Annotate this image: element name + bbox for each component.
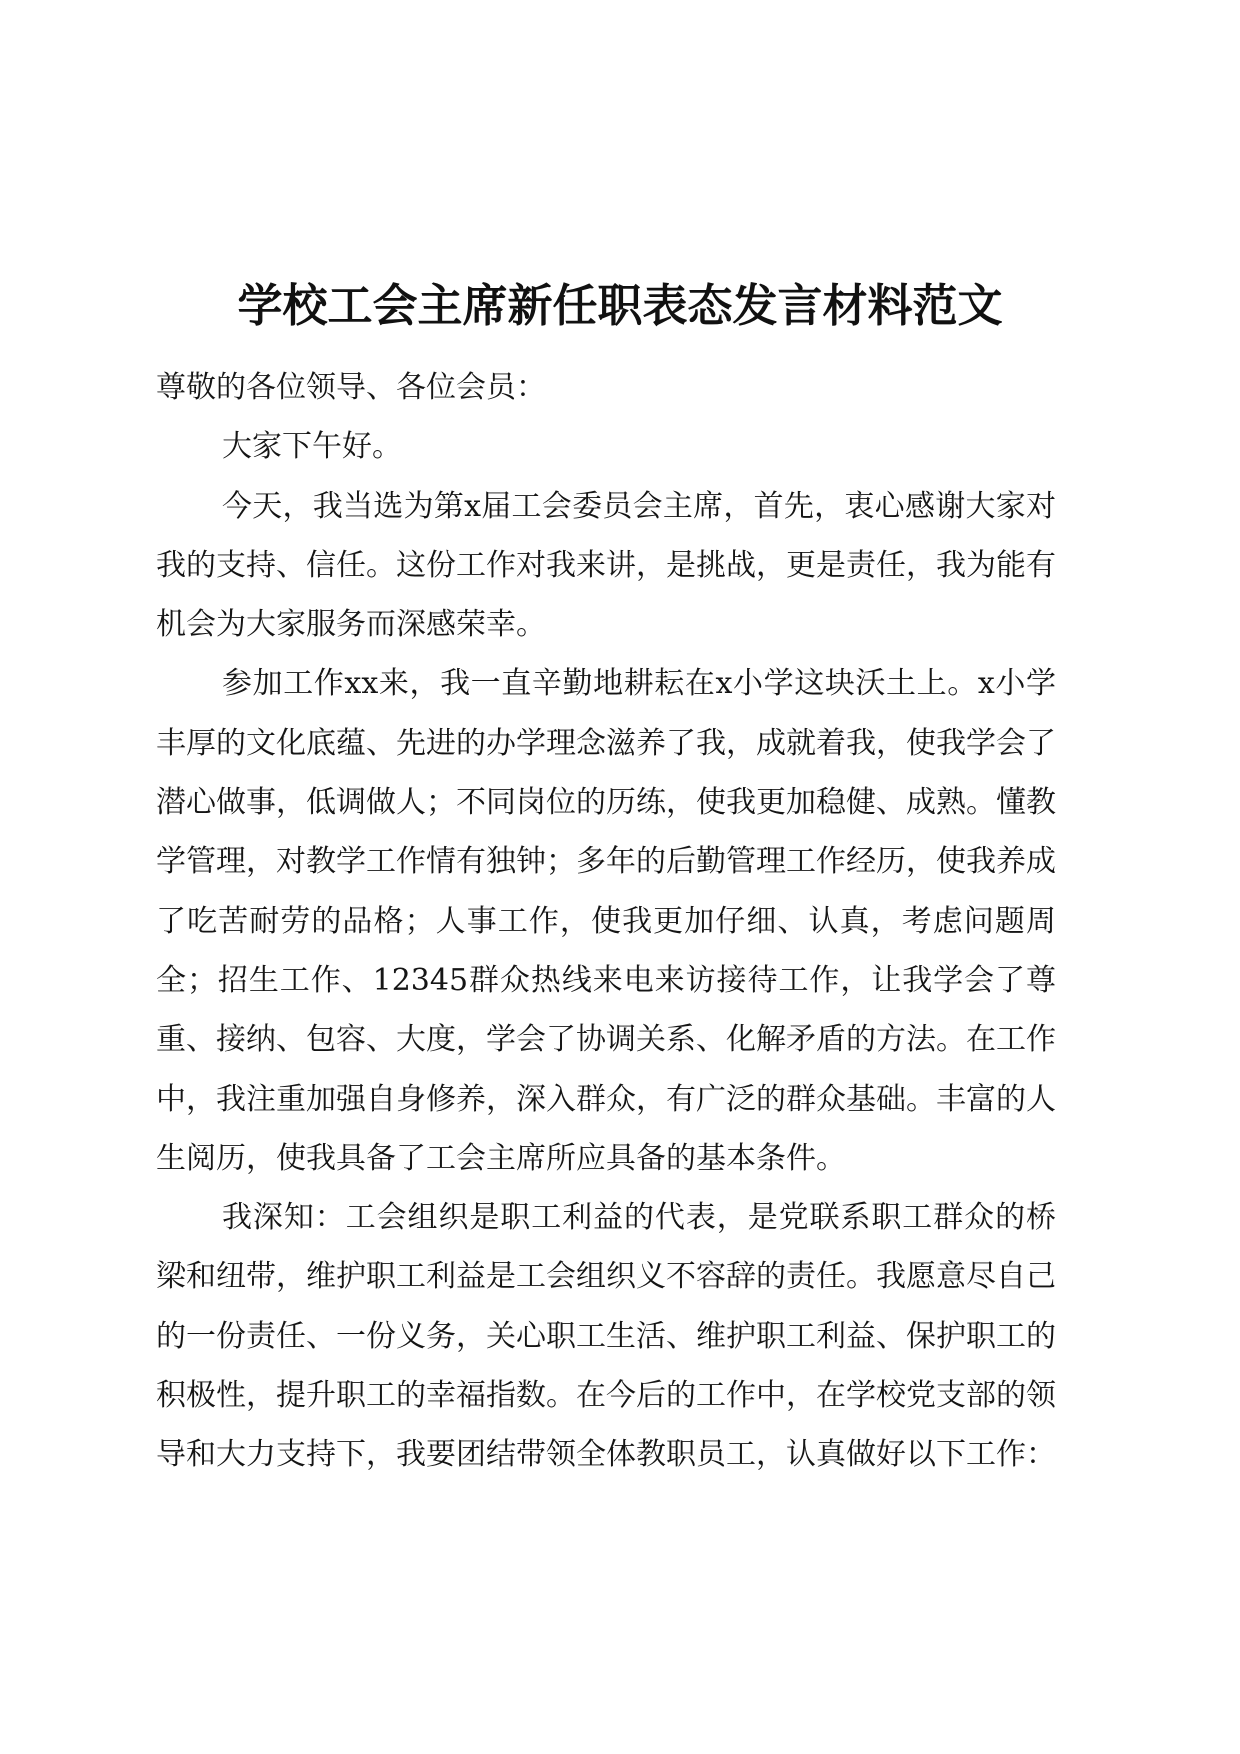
paragraph-union-responsibility: 我深知：工会组织是职工利益的代表，是党联系职工群众的桥梁和纽带，维护职工利益是工会组织义不容辞的责任。我愿意尽自己的一份责任、一份义务，关心职工生活、维护职工利益、保护职工的积极性，提升职工的幸福指数。在今后的工作中，在学校党支部的领导和大力支持下，我要团结带领全体教职员工，认真做好以下工作： xyxy=(156,1200,1056,1473)
paragraph-work-experience: 参加工作xx来，我一直辛勤地耕耘在x小学这块沃土上。x小学丰厚的文化底蕴、先进的办学理念滋养了我，成就着我，使我学会了潜心做事，低调做人；不同岗位的历练，使我更加稳健、成熟。懂教学管理，对教学工作情有独钟；多年的后勤管理工作经历，使我养成了吃苦耐劳的品格；人事工作，使我更加仔细、认真，考虑问题周全；招生工作、12345群众热线来电来访接待工作，让我学会了尊重、接纳、包容、大度，学会了协调关系、化解矛盾的方法。在工作中，我注重加强自身修养，深入群众，有广泛的群众基础。丰富的人生阅历，使我具备了工会主席所应具备的基本条件。 xyxy=(156,666,1056,1176)
document-body xyxy=(156,358,1056,1485)
document-title: 学校工会主席新任职表态发言材料范文 xyxy=(237,279,1003,332)
paragraph-election-thanks: 今天，我当选为第x届工会委员会主席，首先，衷心感谢大家对我的支持、信任。这份工作对我来讲，是挑战，更是责任，我为能有机会为大家服务而深感荣幸。 xyxy=(156,488,1056,643)
paragraph-greeting: 大家下午好。 xyxy=(222,429,402,465)
salutation: 尊敬的各位领导、各位会员： xyxy=(156,370,546,405)
